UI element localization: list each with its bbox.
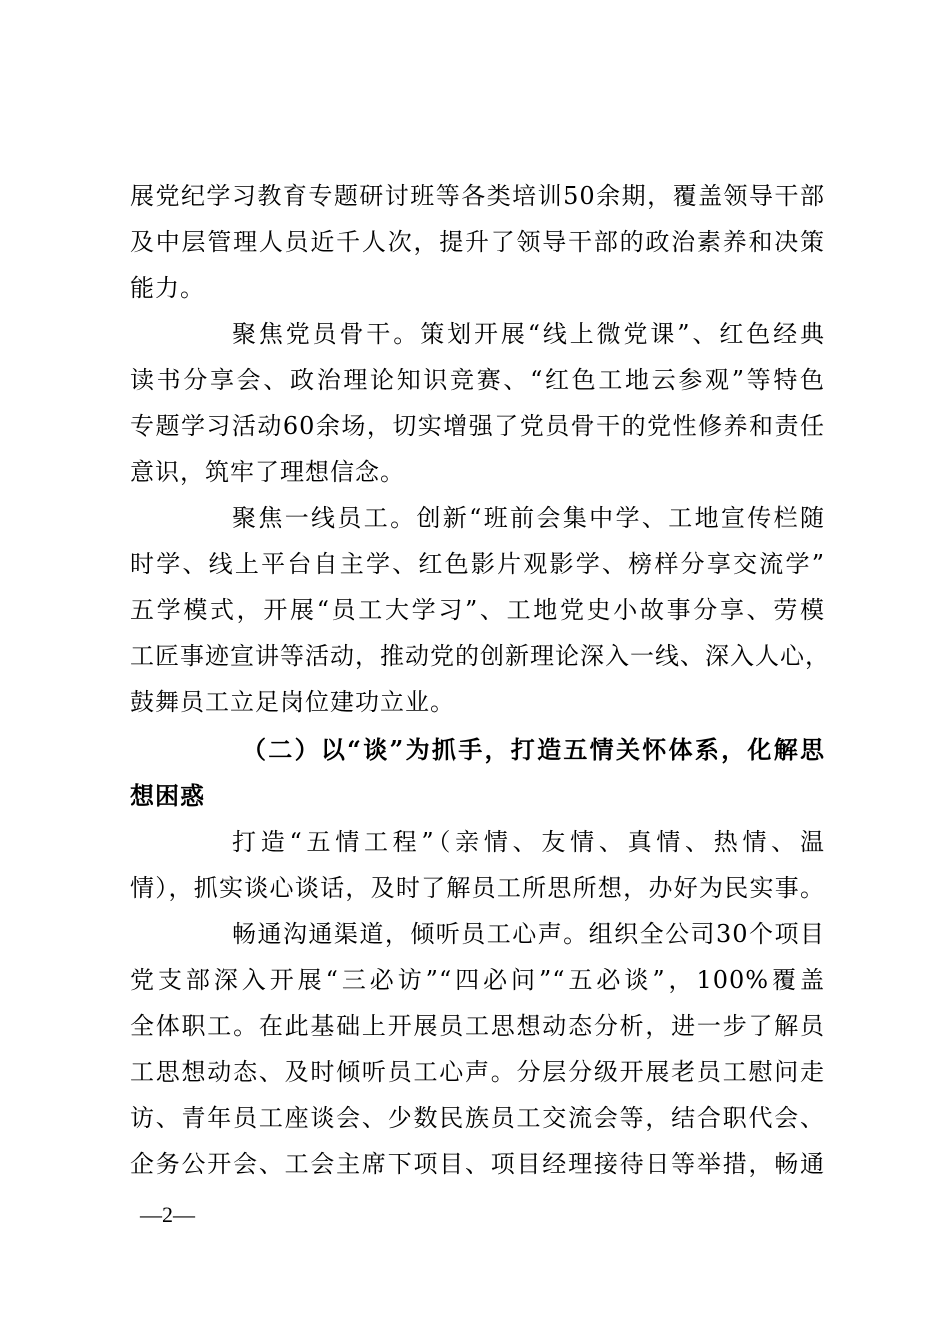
section-heading: （二）以“谈”为抓手，打造五情关怀体系，化解思 — [242, 735, 825, 764]
section-heading: 想困惑 — [130, 781, 205, 810]
text-line: 意识，筑牢了理想信念。 — [130, 458, 405, 486]
page-number: —2— — [140, 1202, 195, 1227]
text-line: 情），抓实谈心谈话，及时了解员工所思所想，办好为民实事。 — [130, 874, 825, 902]
text-line: 访、青年员工座谈会、少数民族员工交流会等，结合职代会、 — [130, 1104, 825, 1132]
text-line: 打造“五情工程”（亲情、友情、真情、热情、温 — [232, 828, 825, 856]
text-line: 专题学习活动60余场，切实增强了党员骨干的党性修养和责任 — [130, 412, 825, 440]
text-line: 工思想动态、及时倾听员工心声。分层分级开展老员工慰问走 — [130, 1058, 825, 1086]
text-line: 全体职工。在此基础上开展员工思想动态分析，进一步了解员 — [130, 1012, 825, 1040]
text-line: 展党纪学习教育专题研讨班等各类培训50余期，覆盖领导干部 — [130, 182, 825, 210]
text-line: 聚焦党员骨干。策划开展“线上微党课”、红色经典 — [232, 320, 825, 348]
text-line: 党支部深入开展“三必访”“四必问”“五必谈”，100%覆盖 — [130, 966, 825, 994]
text-line: 能力。 — [130, 274, 205, 302]
text-line: 及中层管理人员近千人次，提升了领导干部的政治素养和决策 — [130, 228, 825, 256]
text-line: 聚焦一线员工。创新“班前会集中学、工地宣传栏随 — [232, 504, 825, 532]
text-line: 鼓舞员工立足岗位建功立业。 — [130, 688, 455, 716]
text-line: 畅通沟通渠道，倾听员工心声。组织全公司30个项目 — [232, 920, 825, 948]
text-line: 企务公开会、工会主席下项目、项目经理接待日等举措，畅通 — [130, 1150, 825, 1178]
text-line: 读书分享会、政治理论知识竞赛、“红色工地云参观”等特色 — [130, 366, 825, 394]
text-line: 五学模式，开展“员工大学习”、工地党史小故事分享、劳模 — [130, 596, 825, 624]
text-line: 时学、线上平台自主学、红色影片观影学、榜样分享交流学” — [130, 550, 825, 578]
text-line: 工匠事迹宣讲等活动，推动党的创新理论深入一线、深入人心， — [130, 642, 830, 670]
